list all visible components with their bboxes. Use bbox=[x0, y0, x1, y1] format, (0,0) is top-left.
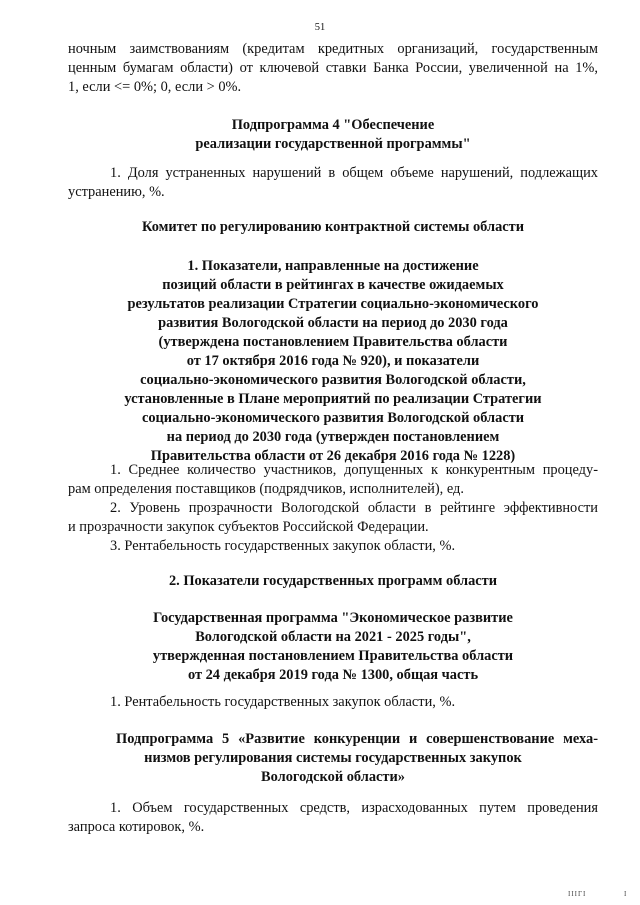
page-number: 51 bbox=[314, 22, 326, 33]
section1-heading-line-2: позиций области в рейтингах в качестве ожидаемых bbox=[162, 277, 504, 293]
intro-line-3: 1, если <= 0%; 0, если > 0%. bbox=[68, 79, 242, 95]
section1-heading-line-1: 1. Показатели, направленные на достижение bbox=[187, 258, 479, 274]
subprogram4-title bbox=[68, 116, 598, 154]
section1-heading-line-5: (утверждена постановлением Правительства области bbox=[158, 334, 508, 350]
footer-scan-mark: ІІІГІ bbox=[568, 890, 587, 898]
subprogram4-item-1 bbox=[68, 164, 598, 202]
footer-scan-mark-2: І bbox=[624, 890, 627, 898]
committee-title: Комитет по регулированию контрактной системы области bbox=[141, 219, 525, 235]
section1-items bbox=[68, 461, 598, 556]
intro-line-2: ценным бумагам области) от ключевой ставки Банка России, увеличенной на 1%, bbox=[68, 60, 598, 76]
section2-item-1 bbox=[68, 693, 598, 712]
intro-line-1: ночным заимствованиям (кредитам кредитных организаций, государственным bbox=[68, 41, 598, 57]
state-program-line-1: Государственная программа "Экономическое развитие bbox=[153, 610, 513, 626]
section1-item-3: 3. Рентабельность государственных закупок области, %. bbox=[110, 538, 456, 554]
section1-item-1-line-1: 1. Среднее количество участников, допущенных к конкурентным процеду- bbox=[110, 462, 598, 478]
section2-heading-text: 2. Показатели государственных программ области bbox=[168, 573, 498, 589]
section1-heading-line-6: от 17 октября 2016 года № 920), и показатели bbox=[186, 353, 480, 369]
subprogram5-item-1-line-2: запроса котировок, %. bbox=[68, 819, 205, 835]
subprogram5-title bbox=[68, 730, 598, 787]
section1-heading bbox=[68, 257, 598, 466]
subprogram5-item-1-line-1: 1. Объем государственных средств, израсходованных путем проведения bbox=[110, 800, 598, 816]
subprogram5-title-line-1: Подпрограмма 5 «Развитие конкуренции и совершенствование меха- bbox=[116, 731, 598, 747]
subprogram4-item-1-line-2: устранению, %. bbox=[68, 184, 165, 200]
subprogram4-title-line-1: Подпрограмма 4 "Обеспечение bbox=[231, 117, 435, 133]
section2-item-1-text: 1. Рентабельность государственных закупок области, %. bbox=[110, 694, 456, 710]
state-program-line-2: Вологодской области на 2021 - 2025 годы", bbox=[195, 629, 471, 645]
section1-heading-line-4: развития Вологодской области на период до 2030 года bbox=[158, 315, 508, 331]
subprogram4-title-line-2: реализации государственной программы" bbox=[195, 136, 471, 152]
section1-item-2-line-2: и прозрачности закупок субъектов Российской Федерации. bbox=[68, 519, 429, 535]
subprogram5-item-1 bbox=[68, 799, 598, 837]
section1-heading-line-8: установленные в Плане мероприятий по реализации Стратегии bbox=[124, 391, 542, 407]
section1-heading-line-7: социально-экономического развития Вологодской области, bbox=[140, 372, 526, 388]
intro-paragraph bbox=[68, 40, 598, 97]
section1-heading-line-10: на период до 2030 года (утвержден постановлением bbox=[166, 429, 500, 445]
committee-heading bbox=[68, 218, 598, 237]
subprogram4-item-1-line-1: 1. Доля устраненных нарушений в общем объеме нарушений, подлежащих bbox=[110, 165, 598, 181]
subprogram5-title-line-3: Вологодской области» bbox=[261, 769, 405, 785]
state-program-title bbox=[68, 609, 598, 685]
section1-heading-line-11: Правительства области от 26 декабря 2016 года № 1228) bbox=[150, 448, 516, 464]
subprogram5-title-line-2: низмов регулирования системы государственных закупок bbox=[144, 750, 522, 766]
section1-heading-line-9: социально-экономического развития Вологодской области bbox=[141, 410, 525, 426]
section1-item-1-line-2: рам определения поставщиков (подрядчиков, исполнителей), ед. bbox=[68, 481, 464, 497]
section1-item-2-line-1: 2. Уровень прозрачности Вологодской области в рейтинге эффективности bbox=[110, 500, 598, 516]
section2-heading bbox=[68, 572, 598, 591]
state-program-line-4: от 24 декабря 2019 года № 1300, общая часть bbox=[187, 667, 479, 683]
state-program-line-3: утвержденная постановлением Правительства области bbox=[152, 648, 514, 664]
section1-heading-line-3: результатов реализации Стратегии социально-экономического bbox=[127, 296, 539, 312]
